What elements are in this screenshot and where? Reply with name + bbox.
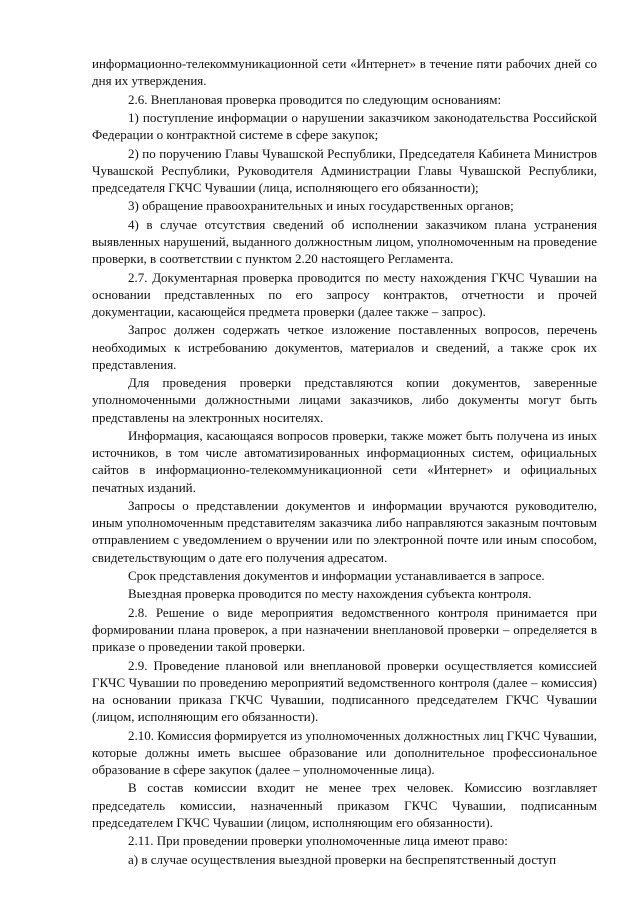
paragraph-p-2-7-f: Выездная проверка проводится по месту нахождения субъекта контроля.	[128, 586, 532, 602]
paragraph-p-2-7-a: Запрос должен содержать четкое изложение поставленных вопросов, перечень необходимых к истребованию документов, материалов и сведений, а также срок их представления.	[92, 322, 597, 372]
paragraph-p-2-6-3: 3) обращение правоохранительных и иных государственных органов;	[128, 198, 514, 214]
paragraph-p-2-6: 2.6. Внеплановая проверка проводится по следующим основаниям:	[128, 91, 502, 107]
paragraph-p-2-7-c: Информация, касающаяся вопросов проверки, также может быть получена из иных источников, в том числе автоматизированных информационных систем, официальных сайтов в информационно-телекоммуникационной сети «Интернет» и официальных печатных изданий.	[92, 427, 597, 495]
paragraph-p-continuation: информационно-телекоммуникационной сети «Интернет» в течение пяти рабочих дней со дня их утверждения.	[92, 56, 597, 89]
paragraph-p-2-6-1: 1) поступление информации о нарушении заказчиком законодательства Российской Федерации о контрактной системе в сфере закупок;	[92, 109, 597, 143]
paragraph-p-2-9: 2.9. Проведение плановой или внеплановой проверки осуществляется комиссией ГКЧС Чувашии по проведению мероприятий ведомственного контроля (далее – комиссия) на основании приказа ГКЧС Чувашии, подписанного председателем ГКЧС Чувашии (лицом, исполняющим его обязанности).	[92, 657, 597, 725]
paragraph-p-2-7-d: Запросы о представлении документов и информации вручаются руководителю, иным уполномоченным представителям заказчика либо направляются заказным почтовым отправлением с уведомлением о вручении или по электронной почте или иным способом, свидетельствующим о дате его получения адресатом.	[92, 497, 597, 565]
document-body	[92, 55, 597, 868]
paragraph-p-2-7-b: Для проведения проверки представляются копии документов, заверенные уполномоченными должностными лицами заказчиков, либо документы могут быть представлены на электронных носителях.	[92, 375, 597, 425]
paragraph-p-2-10: 2.10. Комиссия формируется из уполномоченных должностных лиц ГКЧС Чувашии, которые должны иметь высшее образование или дополнительное профессиональное образование в сфере закупок (далее – уполномоченные лица).	[92, 727, 598, 777]
paragraph-p-2-11: 2.11. При проведении проверки уполномоченные лица имеют право:	[128, 833, 508, 849]
paragraph-p-2-11-a: а) в случае осуществления выездной проверки на беспрепятственный доступ	[128, 851, 557, 867]
paragraph-p-2-7: 2.7. Документарная проверка проводится по месту нахождения ГКЧС Чувашии на основании представленных по его запросу контрактов, отчетности и прочей документации, касающейся предмета проверки (далее также – запрос).	[92, 269, 597, 319]
paragraph-p-2-6-2: 2) по поручению Главы Чувашской Республики, Председателя Кабинета Министров Чувашской Республики, Руководителя Администрации Главы Чувашской Республики, председателя ГКЧС Чувашии (лица, исполняющего его обязанности);	[92, 145, 597, 195]
paragraph-p-2-10-a: В состав комиссии входит не менее трех человек. Комиссию возглавляет председатель комиссии, назначенный приказом ГКЧС Чувашии, подписанным председателем ГКЧС Чувашии (лицом, исполняющим его обязанности).	[92, 780, 597, 830]
paragraph-p-2-7-e: Срок представления документов и информации устанавливается в запросе.	[128, 567, 545, 583]
paragraph-p-2-8: 2.8. Решение о виде мероприятия ведомственного контроля принимается при формировании плана проверок, а при назначении внеплановой проверки – определяется в приказе о проведении такой проверки.	[92, 604, 597, 655]
paragraph-p-2-6-4: 4) в случае отсутствия сведений об исполнении заказчиком плана устранения выявленных нарушений, выданного должностным лицом, уполномоченным на проведение проверки, в соответствии с пунктом 2.20 настоящего Регламента.	[92, 216, 597, 267]
